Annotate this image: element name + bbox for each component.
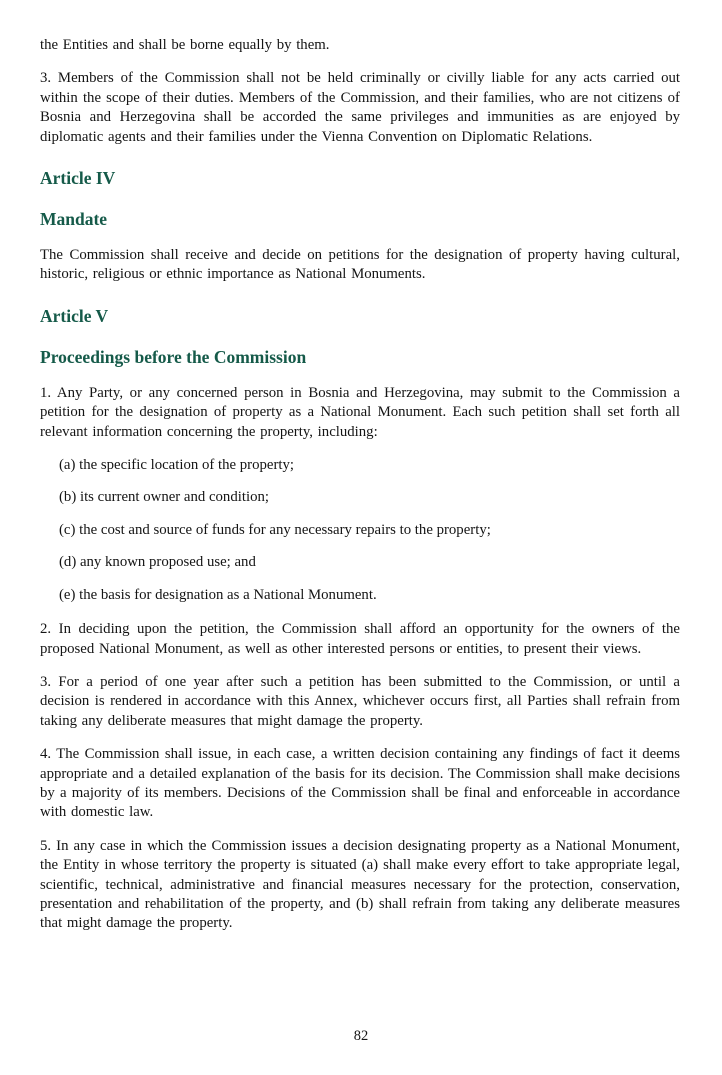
article-v-heading: Article V bbox=[40, 305, 109, 326]
paragraph-entities-continuation: the Entities and shall be borne equally by them. bbox=[40, 37, 330, 53]
mandate-heading: Mandate bbox=[40, 209, 108, 230]
paragraph-written-decision: 4. The Commission shall issue, in each case, a written decision containing any findings of fact it deems appropriate and a detailed explanation of the basis for its decision. The Commission shall make decisions by a majority of its members. Decisions of the Commission shall be final and enforceable in accordance with domestic law. bbox=[40, 746, 680, 821]
paragraph-deciding-petition: 2. In deciding upon the petition, the Commission shall afford an opportunity for the owners of the proposed National Monument, as well as other interested persons or entities, to present their views. bbox=[40, 621, 680, 657]
proceedings-heading: Proceedings before the Commission bbox=[40, 346, 307, 367]
article-iv-heading: Article IV bbox=[40, 168, 116, 189]
paragraph-designation-effects: 5. In any case in which the Commission issues a decision designating property as a National Monument, the Entity in whose territory the property is situated (a) shall make every effort to take appropriate legal, scientific, technical, administrative and financial measures necessary for the protection, conservation, presentation and rehabilitation of the property, and (b) shall refrain from taking any deliberate measures that might damage the property. bbox=[40, 837, 680, 932]
paragraph-liability: 3. Members of the Commission shall not be held criminally or civilly liable for any acts carried out within the scope of their duties. Members of the Commission, and their families, who are not citizens of Bosnia and Herzegovina shall be accorded the same privileges and immunities as are enjoyed by diplomatic agents and their families under the Vienna Convention on Diplomatic Relations. bbox=[40, 70, 680, 145]
list-item-c: (c) the cost and source of funds for any necessary repairs to the property; bbox=[59, 521, 491, 538]
page-number: 82 bbox=[353, 1028, 369, 1044]
list-item-a: (a) the specific location of the property; bbox=[59, 457, 295, 474]
paragraph-mandate: The Commission shall receive and decide on petitions for the designation of property having cultural, historic, religious or ethnic importance as National Monuments. bbox=[40, 247, 680, 283]
list-item-b: (b) its current owner and condition; bbox=[59, 489, 269, 506]
list-item-d: (d) any known proposed use; and bbox=[59, 554, 256, 571]
paragraph-petition-submit: 1. Any Party, or any concerned person in Bosnia and Herzegovina, may submit to the Commission a petition for the designation of property as a National Monument. Each such petition shall set forth all relevant information concerning the property, including: bbox=[40, 384, 680, 440]
petition-requirements-list bbox=[40, 456, 680, 605]
paragraph-one-year-period: 3. For a period of one year after such a petition has been submitted to the Commission, or until a decision is rendered in accordance with this Annex, whichever occurs first, all Parties shall refrain from taking any deliberate measures that might damage the property. bbox=[40, 673, 680, 729]
list-item-e: (e) the basis for designation as a National Monument. bbox=[59, 586, 377, 603]
